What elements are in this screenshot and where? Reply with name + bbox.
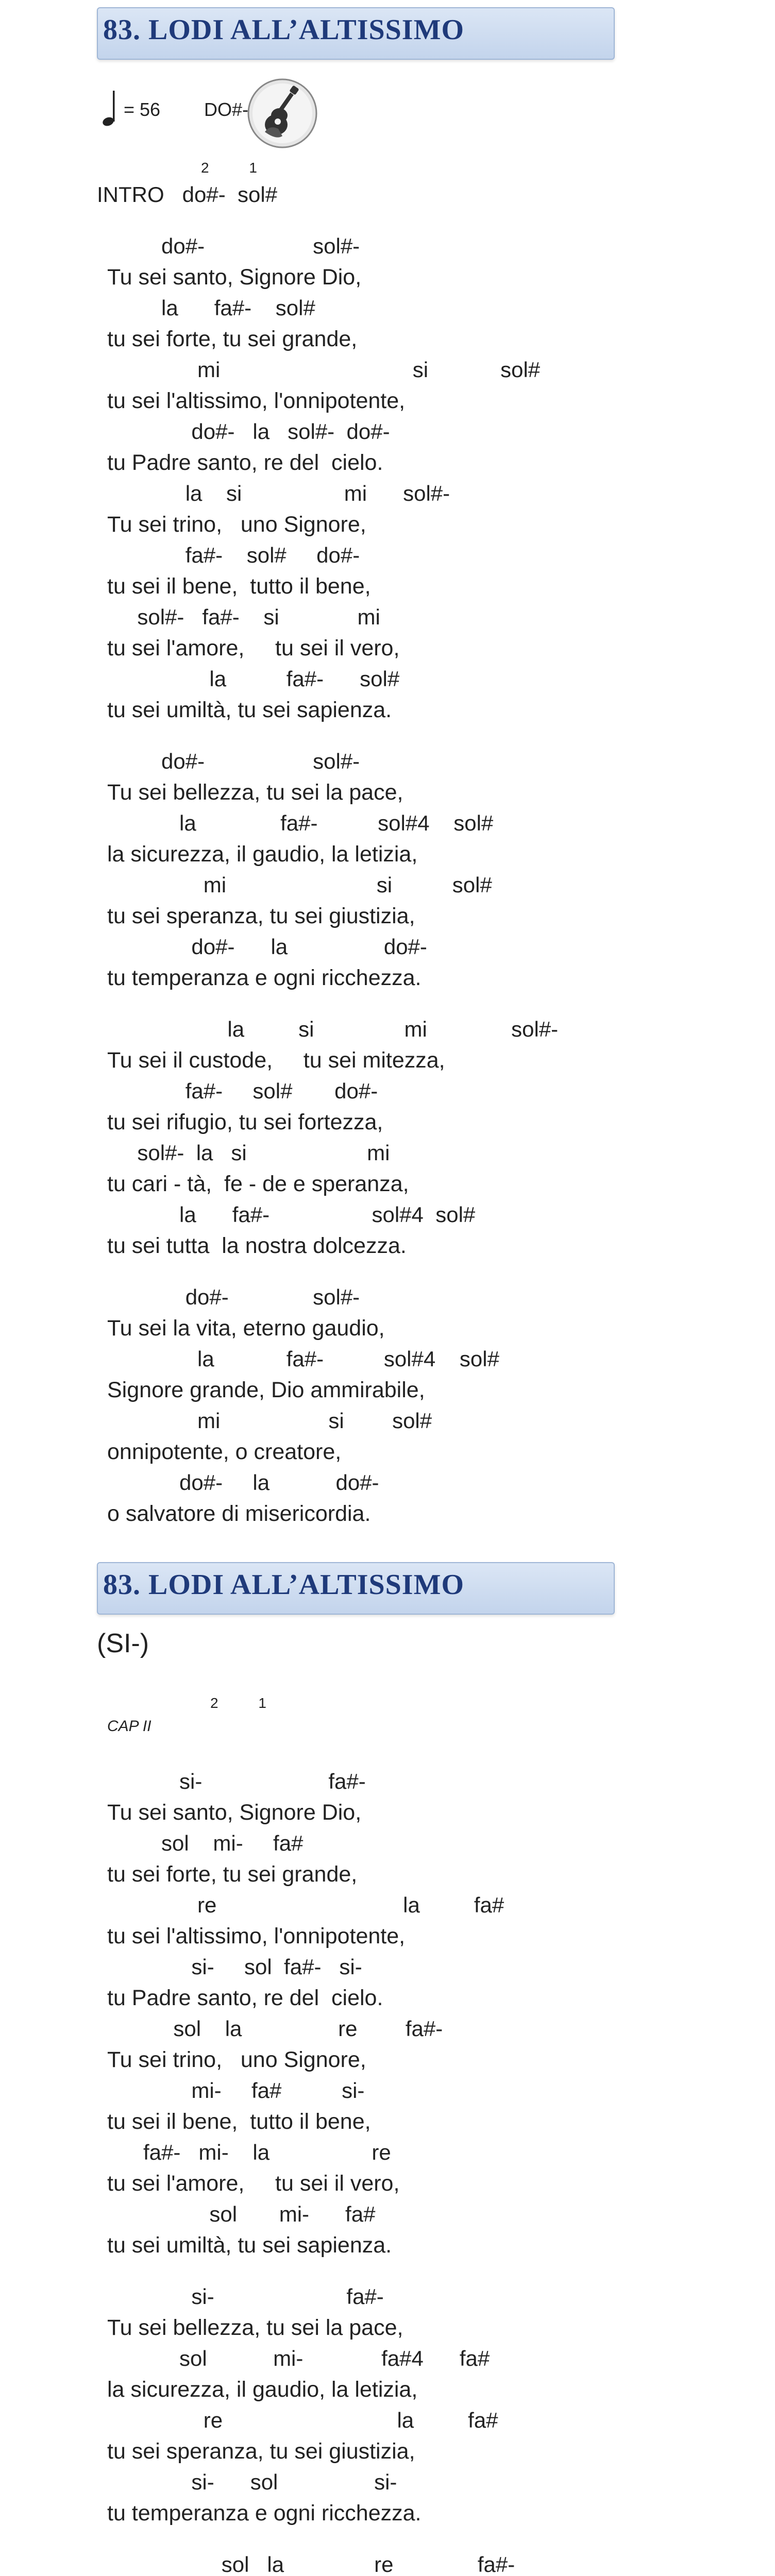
chord-line: la fa#- sol# <box>107 667 400 691</box>
lyric-line: Tu sei bellezza, tu sei la pace, <box>107 2315 403 2340</box>
tempo-marking: = 56 <box>124 99 161 120</box>
chord-line: si- fa#- <box>107 1769 366 1793</box>
chord-line: la fa#- sol#4 sol# <box>107 1347 499 1371</box>
chord-line: mi si sol# <box>107 358 541 382</box>
lyric-line: tu Padre santo, re del cielo. <box>107 450 383 475</box>
lyric-line: Tu sei santo, Signore Dio, <box>107 1800 362 1825</box>
chord-line: la si mi sol#- <box>107 1017 559 1041</box>
song-title-capo: 83. LODI ALL’ALTISSIMO <box>103 1569 464 1601</box>
chord-line: sol mi- fa# <box>107 1831 304 1855</box>
chord-line: mi- fa# si- <box>107 2078 365 2103</box>
lyric-line: Tu sei bellezza, tu sei la pace, <box>107 780 403 805</box>
lyric-line: tu sei il bene, tutto il bene, <box>107 574 371 599</box>
lyric-line: tu sei l'altissimo, l'onnipotente, <box>107 388 406 413</box>
lyric-line: tu sei umiltà, tu sei sapienza. <box>107 698 392 722</box>
chord-line: la si mi sol#- <box>107 481 450 505</box>
intro-line: INTRO do#- sol# <box>97 182 278 207</box>
chord-line: sol#- fa#- si mi <box>107 605 380 629</box>
chord-line: sol mi- fa# <box>107 2202 376 2226</box>
song-title: 83. LODI ALL’ALTISSIMO <box>103 14 464 46</box>
lyric-line: tu cari - tà, fe - de e speranza, <box>107 1172 409 1196</box>
chord-line: do#- sol#- <box>107 1285 360 1309</box>
lyric-line: la sicurezza, il gaudio, la letizia, <box>107 2377 418 2402</box>
chord-line: si- fa#- <box>107 2284 384 2309</box>
key-signature: DO#- <box>204 99 249 120</box>
chord-line: si- sol fa#- si- <box>107 1955 362 1979</box>
chord-line: do#- sol#- <box>107 234 360 258</box>
lyric-line: la sicurezza, il gaudio, la letizia, <box>107 842 418 867</box>
chord-line: si- sol si- <box>107 2470 397 2494</box>
chord-line: mi si sol# <box>107 873 492 897</box>
lyric-line: tu sei umiltà, tu sei sapienza. <box>107 2233 392 2258</box>
chord-line: sol la re fa#- <box>107 2016 443 2041</box>
chord-line: la fa#- sol# <box>107 296 315 320</box>
lyric-line: tu sei tutta la nostra dolcezza. <box>107 1233 407 1258</box>
lyric-line: Tu sei trino, uno Signore, <box>107 512 366 537</box>
lyric-line: o salvatore di misericordia. <box>107 1501 371 1526</box>
lyric-line: tu sei forte, tu sei grande, <box>107 327 358 351</box>
fingering-numbers: 2 1 <box>210 1695 266 1711</box>
chord-line: do#- sol#- <box>107 749 360 773</box>
lyric-line: Tu sei trino, uno Signore, <box>107 2047 366 2072</box>
lyric-line: Tu sei santo, Signore Dio, <box>107 265 362 290</box>
lyric-line: tu sei l'amore, tu sei il vero, <box>107 636 400 660</box>
chord-line: do#- la do#- <box>107 935 427 959</box>
lyric-line: Tu sei il custode, tu sei mitezza, <box>107 1048 445 1073</box>
chord-line: la fa#- sol#4 sol# <box>107 1202 476 1227</box>
lyric-line: tu Padre santo, re del cielo. <box>107 1986 383 2010</box>
lyric-line: tu sei l'amore, tu sei il vero, <box>107 2171 400 2196</box>
lyric-line: tu temperanza e ogni ricchezza. <box>107 965 422 990</box>
chord-line: re la fa# <box>107 2408 498 2432</box>
capo-key: (SI-) <box>97 1629 149 1658</box>
lyric-line: Tu sei la vita, eterno gaudio, <box>107 1316 385 1341</box>
lyric-line: tu sei forte, tu sei grande, <box>107 1862 358 1887</box>
chord-line: re la fa# <box>107 1893 504 1917</box>
lyric-line: tu sei l'altissimo, l'onnipotente, <box>107 1924 406 1948</box>
chord-line: fa#- sol# do#- <box>107 543 360 567</box>
lyric-line: tu temperanza e ogni ricchezza. <box>107 2501 422 2526</box>
chord-line: fa#- sol# do#- <box>107 1079 378 1103</box>
lyric-line: tu sei speranza, tu sei giustizia, <box>107 904 415 928</box>
lyric-line: Signore grande, Dio ammirabile, <box>107 1378 425 1402</box>
fingering-numbers: 2 1 <box>201 160 257 176</box>
lyric-line: tu sei il bene, tutto il bene, <box>107 2109 371 2134</box>
capo-label: CAP II <box>107 1718 151 1735</box>
chord-line: sol la re fa#- <box>107 2552 515 2576</box>
chord-line: sol mi- fa#4 fa# <box>107 2346 490 2370</box>
chord-line: la fa#- sol#4 sol# <box>107 811 494 835</box>
lyric-line: tu sei speranza, tu sei giustizia, <box>107 2439 415 2464</box>
chord-line: do#- la do#- <box>107 1470 379 1495</box>
chord-line: do#- la sol#- do#- <box>107 419 390 444</box>
chord-line: fa#- mi- la re <box>107 2140 391 2164</box>
lyric-line: tu sei rifugio, tu sei fortezza, <box>107 1110 383 1134</box>
chord-line: mi si sol# <box>107 1409 432 1433</box>
lyric-line: onnipotente, o creatore, <box>107 1439 342 1464</box>
chord-line: sol#- la si mi <box>107 1141 390 1165</box>
